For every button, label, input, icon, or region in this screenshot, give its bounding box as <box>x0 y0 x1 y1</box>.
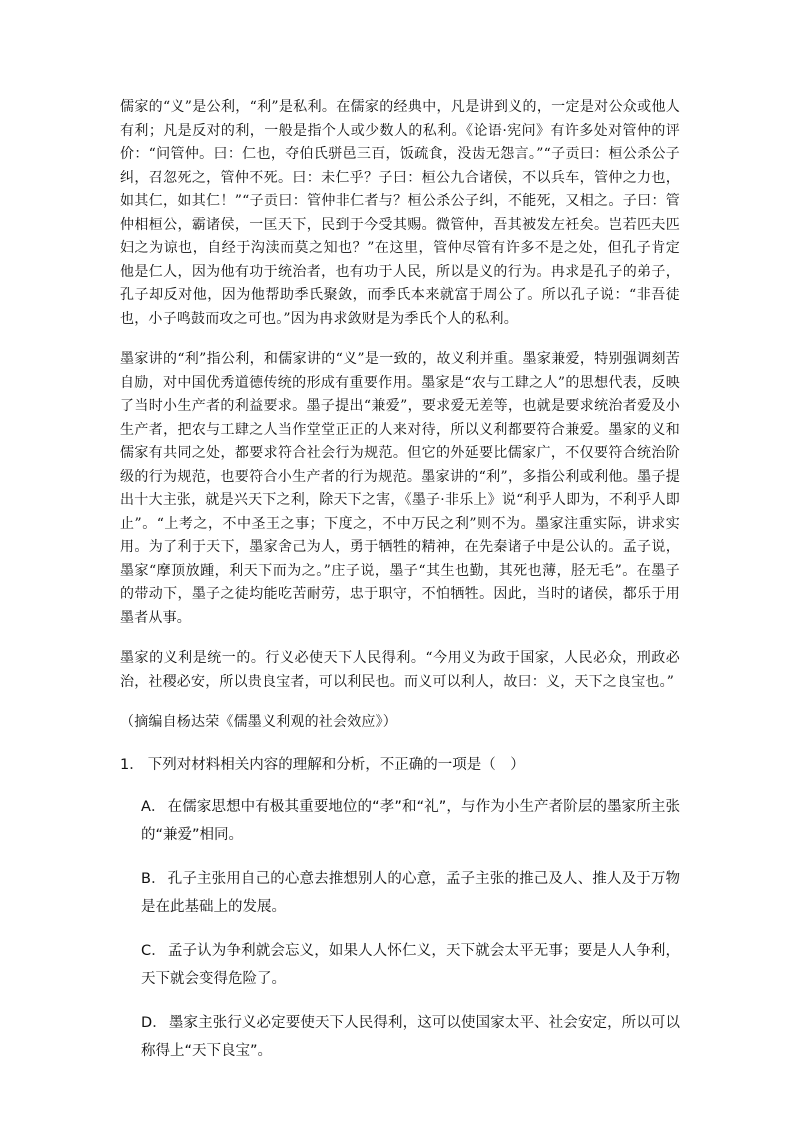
article-source: （摘编自杨达荣《儒墨义利观的社会效应》） <box>120 714 397 730</box>
question-text: 下列对材料相关内容的理解和分析，不正确的一项是（ ） <box>147 756 525 773</box>
option-a[interactable] <box>141 793 680 849</box>
option-b[interactable] <box>141 865 680 921</box>
option-d[interactable] <box>141 1009 680 1065</box>
article-paragraph-1: 儒家的“义”是公利，“利”是私利。在儒家的经典中，凡是讲到义的，一定是对公众或他人有利；凡是反对的利，一般是指个人或少数人的私利。《论语·宪问》有许多处对管仲的评价：“问管仲。曰：仁也，夺伯氏骈邑三百，饭疏食，没齿无怨言。”“子贡曰：桓公杀公子纠，召忽死之，管仲不死。曰：未仁乎？子曰：桓公九合诸侯，不以兵车，管仲之力也，如其仁，如其仁！”“子贡曰：管仲非仁者与？桓公杀公子纠，不能死，又相之。子曰：管仲相桓公，霸诸侯，一匡天下，民到于今受其赐。微管仲，吾其被发左衽矣。岂若匹夫匹妇之为谅也，自经于沟渎而莫之知也？”在这里，管仲尽管有许多不是之处，但孔子肯定他是仁人，因为他有功于统治者，也有功于人民，所以是义的行为。冉求是孔子的弟子，孔子却反对他，因为他帮助季氏聚敛，而季氏本来就富于周公了。所以孔子说：“非吾徒也，小子鸣鼓而攻之可也。”因为冉求敛财是为季氏个人的私利。 <box>120 99 680 327</box>
question-stem <box>120 753 680 777</box>
option-text: 孟子认为争利就会忘义，如果人人怀仁义，天下就会太平无事；要是人人争利，天下就会变得危险了。 <box>141 942 681 987</box>
article-paragraph-2: 墨家讲的“利”指公利，和儒家讲的“义”是一致的，故义利并重。墨家兼爱，特别强调刻苦自励，对中国优秀道德传统的形成有重要作用。墨家是“农与工肆之人”的思想代表，反映了当时小生产者的利益要求。墨子提出“兼爱”，要求爱无差等，也就是要求统治者爱及小生产者，把农与工肆之人当作堂堂正正的人来对待，所以义利都要符合兼爱。墨家的义和儒家有共同之处，都要求符合社会行为规范。但它的外延要比儒家广，不仅要符合统治阶级的行为规范，也要符合小生产者的行为规范。墨家讲的“利”，多指公利或利他。墨子提出十大主张，就是兴天下之利，除天下之害，《墨子·非乐上》说“利乎人即为，不利乎人即止”。“上考之，不中圣王之事；下度之，不中万民之利”则不为。墨家注重实际，讲求实用。为了利于天下，墨家舍己为人，勇于牺牲的精神，在先秦诸子中是公认的。孟子说，墨家“摩顶放踵，利天下而为之。”庄子说，墨子“其生也勤，其死也薄，胫无毛”。在墨子的带动下，墨子之徒均能吃苦耐劳，忠于职守，不怕牺牲。因此，当时的诸侯，都乐于用墨者从事。 <box>120 351 680 626</box>
option-c[interactable] <box>141 937 680 993</box>
option-text: 孔子主张用自己的心意去推想别人的心意，孟子主张的推己及人、推人及于万物是在此基础上的发展。 <box>141 870 680 915</box>
option-text: 墨家主张行义必定要使天下人民得利，这可以使国家太平、社会安定，所以可以称得上“天下良宝”。 <box>141 1014 681 1059</box>
option-letter: C． <box>141 942 166 959</box>
article-paragraph-3: 墨家的义利是统一的。行义必使天下人民得利。“今用义为政于国家，人民必众，刑政必治，社稷必安，所以贵良宝者，可以利民也。而义可以利人，故曰：义，天下之良宝也。” <box>120 650 680 690</box>
option-letter: A． <box>141 798 166 815</box>
document-page <box>120 96 680 1081</box>
option-letter: B． <box>141 870 166 887</box>
question-number: 1． <box>120 756 144 773</box>
option-letter: D． <box>141 1014 167 1031</box>
option-text: 在儒家思想中有极其重要地位的“孝”和“礼”，与作为小生产者阶层的墨家所主张的“兼爱”相同。 <box>141 798 681 843</box>
